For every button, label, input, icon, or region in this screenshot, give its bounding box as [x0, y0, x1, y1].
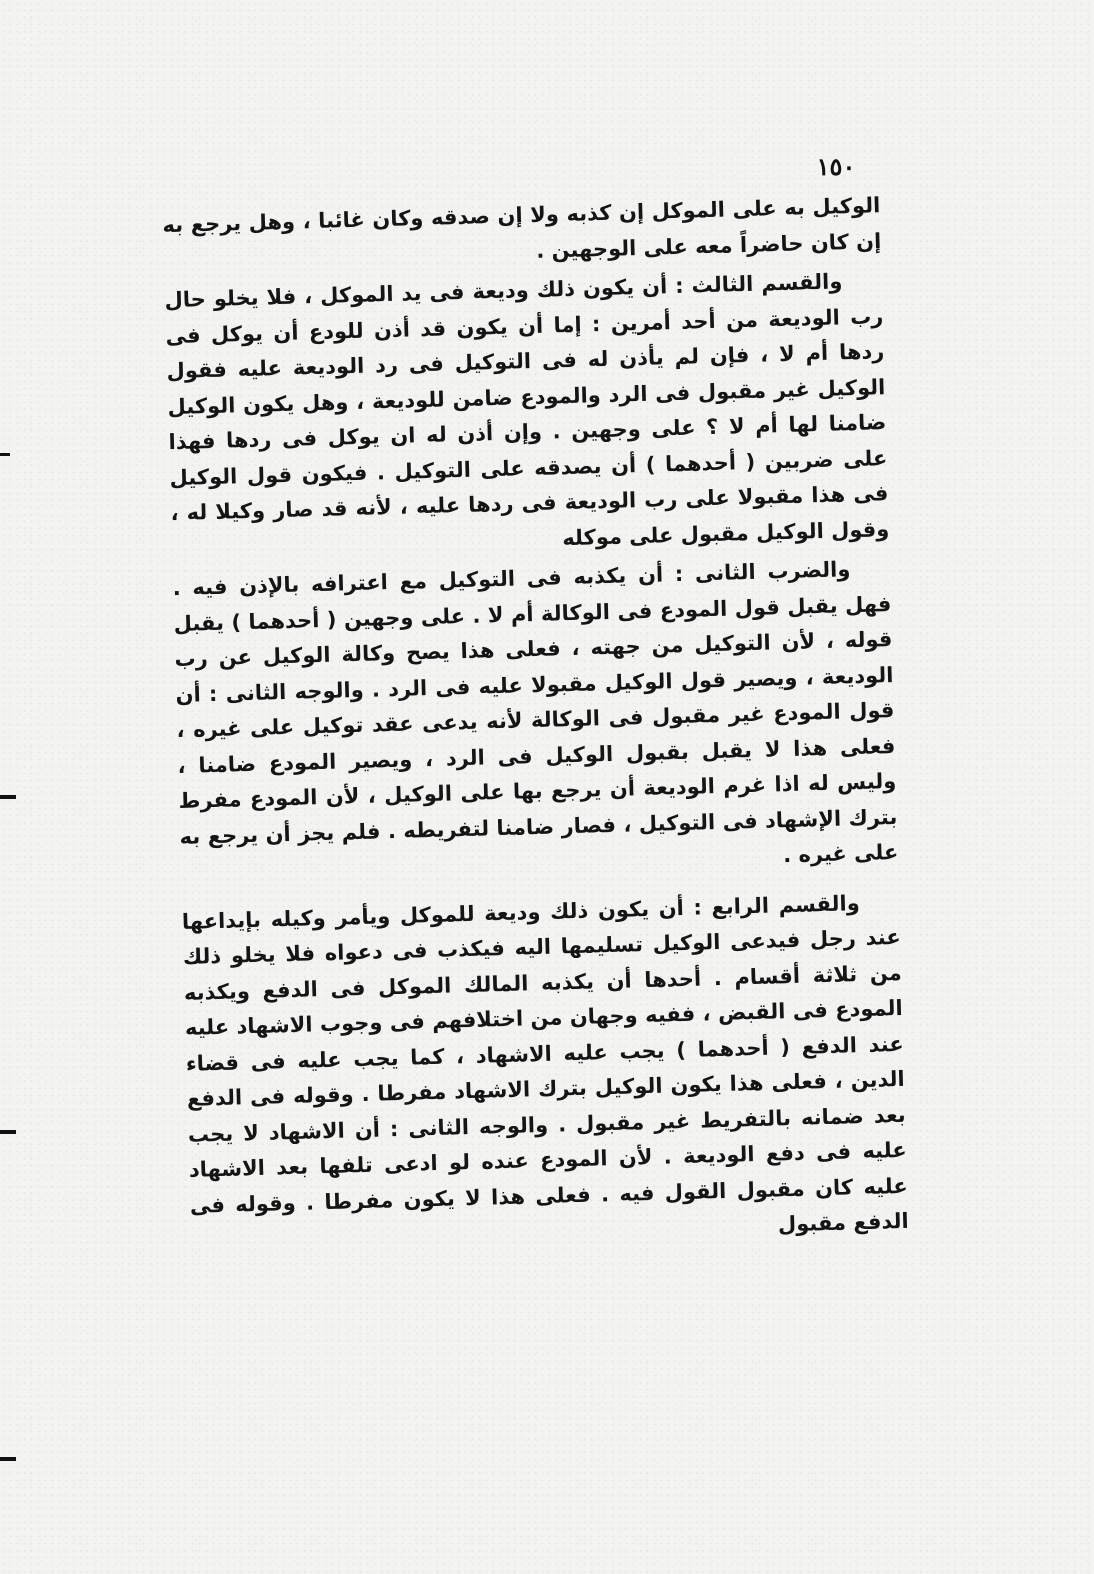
paragraph-third-section: والقسم الثالث : أن يكون ذلك وديعة فى يد الموكل ، فلا يخلو حال رب الوديعة من أحد أمرين : إما أن يكون قد أذن للودع أن يوكل فى ردها أم لا ، فإن لم يأذن له فى التوكيل فى رد الوديعة عليه فقول الوكيل غير مقبول فى الرد والمودع ضامن للوديعة ، وهل يكون الوكيل ضامنا لها أم لا ؟ على وجهين . وإن أذن له ان يوكل فى ردها فهذا على ضربين ( أحدهما ) أن يصدقه على التوكيل . فيكون قول الوكيل فى هذا مقبولا على رب الوديعة فى ردها عليه ، لأنه قد صار وكيلا له ، وقول الوكيل مقبول على موكله	[164, 269, 890, 550]
scan-margin-mark	[0, 795, 16, 799]
scan-margin-mark	[0, 453, 10, 456]
scan-margin-mark	[0, 1457, 16, 1461]
paragraph-fourth-section: والقسم الرابع : أن يكون ذلك وديعة للموكل ويأمر وكيله بإيداعها عند رجل فيدعى الوكيل تسليمها اليه فيكذب فى دعواه فلا يخلو ذلك من ثلاثة أقسام . أحدها أن يكذبه المالك الموكل فى الدفع ويكذبه المودع فى القبض ، ففيه وجهان من اختلافهم فى وجوب الاشهاد عليه عند الدفع ( أحدهما ) يجب عليه الاشهاد ، كما يجب عليه فى قضاء الدين ، فعلى هذا يكون الوكيل بترك الاشهاد مفرطا . وقوله فى الدفع بعد ضمانه بالتفريط غير مقبول . والوجه الثانى : أن الاشهاد لا يجب عليه فى دفع الوديعة . لأن المودع عنده لو ادعى تلفها بعد الاشهاد عليه كان مقبول القول فيه . فعلى هذا لا يكون مفرطا . وقوله فى الدفع مقبول	[181, 890, 909, 1237]
body-text	[162, 188, 912, 1363]
scan-margin-mark	[0, 1130, 16, 1134]
paragraph-second-type: والضرب الثانى : أن يكذبه فى التوكيل مع اعترافه بالإذن فيه . فهل يقبل قول المودع فى الوكالة أم لا . على وجهين ( أحدهما ) يقبل قوله ، لأن التوكيل من جهته ، فعلى هذا يصح وكالة الوكيل عن رب الوديعة ، ويصير قول الوكيل مقبولا عليه فى الرد . والوجه الثانى : أن قول المودع غير مقبول فى الوكالة لأنه يدعى عقد توكيل على غيره ، فعلى هذا لا يقبل بقبول الوكيل فى الرد ، ويصير المودع ضامنا ، وليس له اذا غرم الوديعة أن يرجع بها على الوكيل ، لأن المودع مفرط بترك الإشهاد فى التوكيل ، فصار ضامنا لتفريطه . فلم يجز أن يرجع به على غيره .	[172, 557, 899, 868]
paragraph-continuation: الوكيل به على الموكل إن كذبه ولا إن صدقه وكان غائبا ، وهل يرجع به إن كان حاضراً معه على الوجهين .	[162, 193, 882, 263]
page-number: ١٥٠	[816, 152, 856, 181]
